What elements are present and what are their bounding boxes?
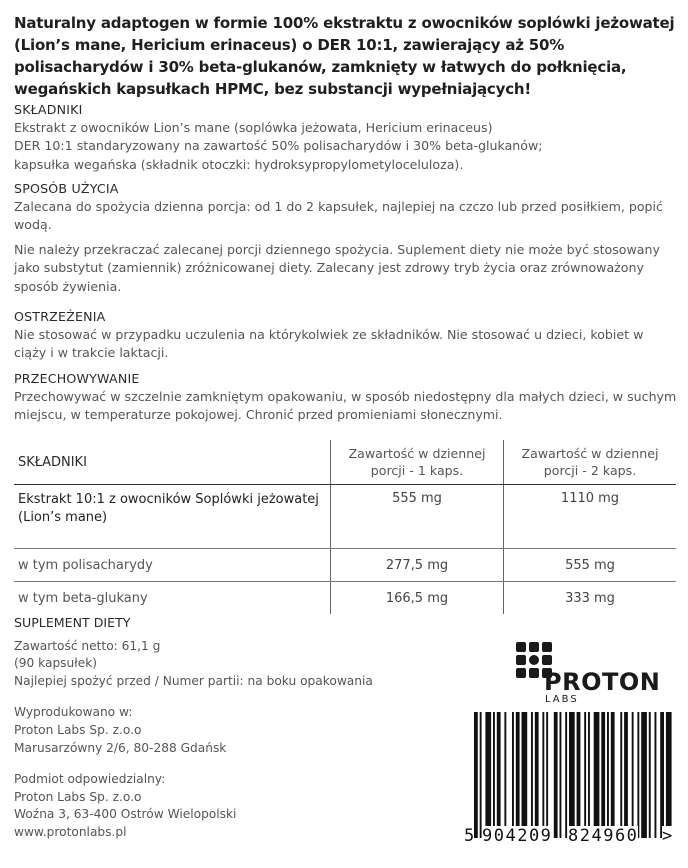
- barcode-bar: [535, 712, 539, 838]
- barcode-bar: [620, 712, 622, 838]
- barcode-bar: [588, 712, 590, 838]
- barcode-bar: [611, 712, 615, 838]
- best-before: Najlepiej spożyć przed / Numer partii: na boku opakowania: [14, 673, 373, 688]
- website-link: www.protonlabs.pl: [14, 824, 127, 839]
- barcode-bar: [474, 712, 478, 838]
- table-cell-value: 555 mg: [331, 485, 504, 549]
- barcode-right-group: 824960: [568, 826, 639, 846]
- barcode-bar: [607, 712, 609, 838]
- table-cell-value: 277,5 mg: [331, 549, 504, 582]
- barcode-bar: [632, 712, 634, 838]
- ingredients-line: kapsułka wegańska (składnik otoczki: hydroksypropylometyloceluloza).: [14, 156, 464, 172]
- barcode: [462, 712, 676, 862]
- barcode-first-digit: 5: [464, 826, 475, 846]
- usage-section: [14, 180, 678, 296]
- table-cell-ingredient: w tym polisacharydy: [14, 549, 331, 582]
- barcode-left-group: 904209: [482, 826, 553, 846]
- ingredients-line: Ekstrakt z owocników Lion’s mane (soplówka jeżowata, Hericium erinaceus): [14, 120, 493, 135]
- usage-text: Zalecana do spożycia dzienna porcja: od 1 do 2 kapsułek, najlepiej na czczo lub przed posiłkiem, popić wodą.: [14, 199, 663, 233]
- barcode-bar: [497, 712, 501, 838]
- barcode-bar: [504, 712, 506, 838]
- storage-heading: PRZECHOWYWANIE: [14, 371, 140, 386]
- logo-subtext: LABS: [545, 694, 579, 705]
- barcode-bar: [637, 712, 639, 838]
- table-cell-value: 166,5 mg: [331, 582, 504, 615]
- barcode-bar: [649, 712, 651, 838]
- usage-warning-text: Nie należy przekraczać zalecanej porcji dziennego spożycia. Suplement diety nie może być stosowany jako substytut (zamiennik) zróżnicowanej diety. Zalecany jest zdrowy tryb życia oraz zrównoważony sposób żywienia.: [14, 241, 660, 294]
- table-cell-value: 333 mg: [504, 582, 677, 615]
- barcode-bar: [660, 712, 664, 838]
- barcode-digits: [462, 826, 676, 848]
- ingredients-line: DER 10:1 standaryzowany na zawartość 50% polisacharydów i 30% beta-glukanów;: [14, 138, 543, 154]
- intro-text: Naturalny adaptogen w formie 100% ekstraktu z owocników soplówki jeżowatej (Lion’s mane, Hericium erinaceus) o DER 10:1, zawierający aż 50% polisacharydów i 30% beta-glukanów, zamknięty w łatwych do połknięcia, wegańskich kapsułkach HPMC, bez substancji wypełniających!: [14, 14, 675, 98]
- table-cell-value: 1110 mg: [504, 485, 677, 549]
- warning-text: Nie stosować w przypadku uczulenia na którykolwiek ze składników. Nie stosować u dzieci, kobiet w ciąży i w trakcie laktacji.: [14, 327, 644, 361]
- table-header-2-capsules: Zawartość w dziennej porcji - 2 kaps.: [504, 440, 677, 485]
- ingredients-section: [14, 101, 678, 174]
- capsule-count: (90 kapsułek): [14, 656, 98, 671]
- barcode-bar: [569, 712, 575, 838]
- barcode-bar: [512, 712, 514, 838]
- storage-text: Przechowywać w szczelnie zamkniętym opakowaniu, w sposób niedostępny dla małych dzieci, w suchym miejscu, w temperaturze pokojowej. Chronić przed promieniami słonecznymi.: [14, 389, 677, 423]
- barcode-bar: [666, 712, 672, 838]
- barcode-bar: [480, 712, 482, 838]
- barcode-marker: >: [662, 826, 673, 846]
- responsible-label: Podmiot odpowiedzialny:: [14, 772, 166, 787]
- logo-wordmark: PROTON: [544, 668, 661, 696]
- barcode-bars: [462, 712, 676, 838]
- table-header-row: [14, 440, 676, 485]
- table-cell-ingredient: Ekstrakt 10:1 z owocników Soplówki jeżowatej (Lion’s mane): [14, 485, 331, 549]
- table-row: [14, 549, 676, 582]
- barcode-bar: [493, 712, 495, 838]
- responsible-name: Proton Labs Sp. z.o.o: [14, 789, 142, 804]
- supplement-heading: SUPLEMENT DIETY: [14, 615, 131, 630]
- net-content: Zawartość netto: 61,1 g: [14, 638, 161, 653]
- proton-labs-logo: [516, 642, 666, 706]
- barcode-bar: [554, 712, 558, 838]
- supplement-info: [14, 614, 454, 842]
- manufacturer-name: Proton Labs Sp. z.o.o: [14, 722, 142, 737]
- barcode-bar: [546, 712, 548, 838]
- barcode-bar: [522, 712, 528, 838]
- responsible-address: Woźna 3, 63-400 Ostrów Wielopolski: [14, 807, 237, 822]
- barcode-bar: [641, 712, 647, 838]
- warning-section: [14, 308, 678, 363]
- table-header-1-capsule: Zawartość w dziennej porcji - 1 kaps.: [331, 440, 504, 485]
- barcode-bar: [577, 712, 581, 838]
- table-row: [14, 582, 676, 615]
- table-row: [14, 485, 676, 549]
- usage-heading: SPOSÓB UŻYCIA: [14, 181, 119, 196]
- manufacturer-label: Wyprodukowano w:: [14, 705, 133, 720]
- table-cell-ingredient: w tym beta-glukany: [18, 590, 148, 606]
- warning-heading: OSTRZEŻENIA: [14, 309, 106, 324]
- table-cell-value: 555 mg: [504, 549, 677, 582]
- barcode-bar: [565, 712, 567, 838]
- barcode-bar: [584, 712, 586, 838]
- barcode-bar: [542, 712, 544, 838]
- barcode-bar: [560, 712, 562, 838]
- barcode-bar: [594, 712, 600, 838]
- barcode-bar: [601, 712, 605, 838]
- ingredients-heading: SKŁADNIKI: [14, 102, 83, 117]
- nutrition-table: [14, 440, 676, 614]
- barcode-bar: [655, 712, 657, 838]
- table-header-ingredients: SKŁADNIKI: [14, 440, 331, 485]
- barcode-bar: [516, 712, 520, 838]
- barcode-bar: [624, 712, 628, 838]
- storage-section: [14, 370, 678, 425]
- barcode-bar: [531, 712, 533, 838]
- manufacturer-address: Marusarzówny 2/6, 80-288 Gdańsk: [14, 740, 227, 755]
- barcode-bar: [485, 712, 491, 838]
